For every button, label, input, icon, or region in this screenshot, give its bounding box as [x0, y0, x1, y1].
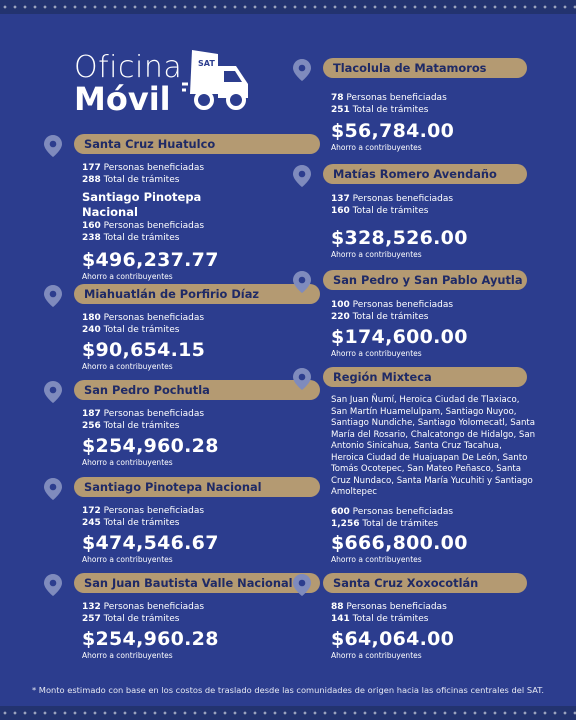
- location-title: San Pedro y San Pablo Ayutla: [323, 270, 527, 290]
- footnote: * Monto estimado con base en los costos de traslado desde las comunidades de origen hacia las oficinas centrales del SAT.: [32, 685, 544, 695]
- savings-amount: $474,546.67: [82, 532, 219, 554]
- decorative-bottom-border: [0, 706, 576, 720]
- logo-line1: Oficina: [74, 50, 183, 85]
- savings-amount: $496,237.77: [82, 249, 219, 271]
- location-pin-icon: [293, 574, 311, 596]
- location-title: Miahuatlán de Porfirio Díaz: [74, 284, 320, 304]
- logo-line2: Móvil: [74, 80, 171, 118]
- savings-amount: $64,064.00: [331, 628, 455, 650]
- savings-amount: $254,960.28: [82, 628, 219, 650]
- page: Oficina Móvil SAT Santa Cruz Huatulco 177 Personas beneficiadas 288 Total de trámites Santiago Pinotepa Nacional 160 Personas beneficiadas 238 Total de trámites $496,237.77 Ahorro a contribuyentes Miahuatlán de Porfirio Díaz 180 Personas beneficiadas 240 Total de trámites $90,654.15 Ahorro a contribuyentes San Pedro Pochutla 187 Personas beneficiadas 256 Total de trámites $254,960.28 Ahorro a contribuyentes Santiago Pinotepa Nacional 172 Personas beneficiadas 245 Total de trámites $474,546.67 Ahorro a contribuyentes San Juan Bautista Valle Nacional 132 Personas beneficiadas 257 Total de trámites $254,960.28 Ahorro a contribuyentes Tlacolula de Matamoros 78 Personas beneficiadas 251 Total de trámites $56,784.00 Ahorro a contribuyentes Matías Romero Avendaño 137 Personas beneficiadas 160 Total de trámites $328,526.00 Ahorro a contribuyentes San Pedro y San Pablo Ayutla 100 Personas beneficiadas 220 Total de trámites $174,600.00 Ahorro a contribuyentes Región Mixteca San Juan Ñumí, Heroica Ciudad de Tlaxiaco, San Martín Huamelulpam, Santiago Nuyoo, Santiago Nundiche, Santiago Yolomecatl, Santa María del Rosario, Chalcatongo de Hidalgo, San Antonio Sinicahua, Santa Cruz Tacahua, Heroica Ciudad de Huajuapan De León, Santo Tomás Ocotepec, San Mateo Peñasco, Santa Cruz Nundaco, Santa María Yucuhiti y Santiago Amoltepec 600 Personas beneficiadas 1,256 Total de trámites $666,800.00 Ahorro a contribuyentes Santa Cruz Xoxocotlán 88 Personas beneficiadas 141 Total de trámites $64,064.00 Ahorro a contribuyentes * Monto estimado con base en los costos de traslado desde las comunidades de origen hacia las oficinas centrales del SAT.: [0, 0, 576, 720]
- location-title: Tlacolula de Matamoros: [323, 58, 527, 78]
- location-title: Región Mixteca: [323, 367, 527, 387]
- savings-amount: $56,784.00: [331, 120, 455, 142]
- location-title: San Pedro Pochutla: [74, 380, 320, 400]
- municipality-list: San Juan Ñumí, Heroica Ciudad de Tlaxiaco, San Martín Huamelulpam, Santiago Nuyoo, Santiago Nundiche, Santiago Yolomecatl, Santa María del Rosario, Chalcatongo de Hidalgo, San Antonio Sinicahua, Santa Cruz Tacahua, Heroica Ciudad de Huajuapan De León, Santo Tomás Ocotepec, San Mateo Peñasco, Santa Cruz Nundaco, Santa María Yucuhiti y Santiago Amoltepec: [331, 395, 536, 497]
- savings-amount: $666,800.00: [331, 531, 468, 554]
- location-title: Santa Cruz Huatulco: [74, 134, 320, 154]
- logo-badge: SAT: [198, 59, 215, 68]
- sub-location-title: Santiago Pinotepa Nacional: [82, 190, 202, 219]
- oficina-movil-logo: [74, 44, 264, 124]
- location-pin-icon: [44, 381, 62, 403]
- location-title: Santa Cruz Xoxocotlán: [323, 573, 527, 593]
- location-title: San Juan Bautista Valle Nacional: [74, 573, 320, 593]
- location-pin-icon: [293, 165, 311, 187]
- location-pin-icon: [44, 574, 62, 596]
- location-title: Matías Romero Avendaño: [323, 164, 527, 184]
- location-pin-icon: [44, 478, 62, 500]
- decorative-top-border: [0, 0, 576, 14]
- location-pin-icon: [293, 59, 311, 81]
- savings-amount: $254,960.28: [82, 435, 219, 457]
- location-pin-icon: [293, 368, 311, 390]
- location-title: Santiago Pinotepa Nacional: [74, 477, 320, 497]
- location-pin-icon: [293, 271, 311, 293]
- location-pin-icon: [44, 285, 62, 307]
- location-pin-icon: [44, 135, 62, 157]
- truck-icon: [182, 44, 252, 114]
- savings-amount: $174,600.00: [331, 326, 468, 348]
- savings-amount: $90,654.15: [82, 339, 206, 361]
- savings-amount: $328,526.00: [331, 227, 468, 249]
